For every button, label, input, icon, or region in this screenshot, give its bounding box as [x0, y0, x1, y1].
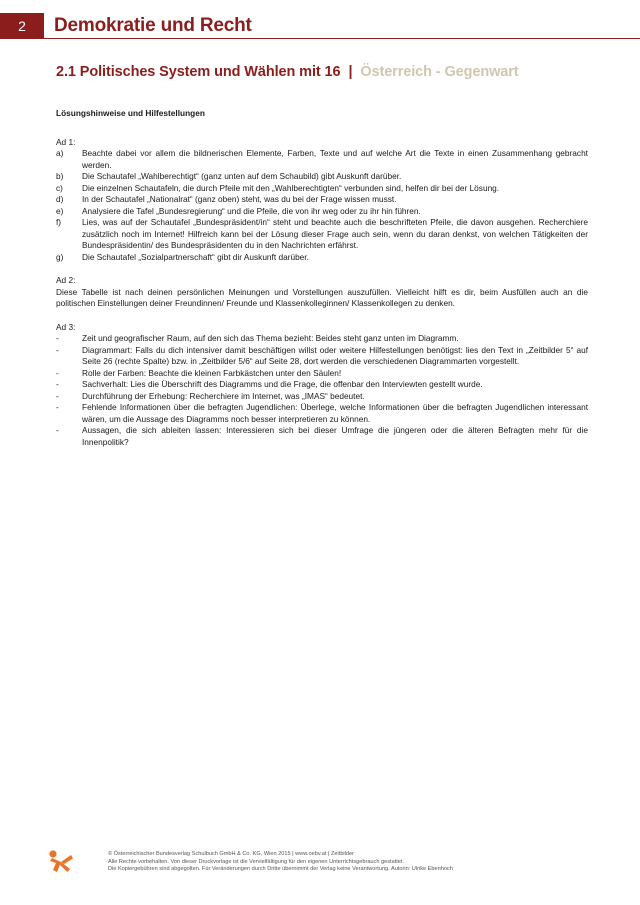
ad2-title: Ad 2: [56, 275, 76, 285]
list-marker: - [56, 333, 59, 343]
list-marker: - [56, 402, 59, 412]
oebv-logo-icon [48, 849, 74, 875]
list-item-text: Sachverhalt: Lies die Überschrift des Diagramms und die Frage, die offenbar den Interviewten gestellt wurde. [82, 379, 483, 389]
ad3-title: Ad 3: [56, 321, 76, 332]
list-marker: b) [56, 171, 64, 181]
section-title: Politisches System und Wählen mit 16 [79, 64, 341, 80]
list-marker: a) [56, 148, 64, 158]
list-item-text: Aussagen, die sich ableiten lassen: Interessieren sich bei dieser Umfrage die jüngeren oder die älteren Befragten mehr für die Innenpolitik? [82, 425, 588, 447]
list-item [56, 391, 588, 403]
list-marker: g) [56, 251, 64, 262]
list-item [56, 217, 588, 252]
list-item-text: Die Schautafel „Wahlberechtigt“ (ganz unten auf dem Schaubild) gibt Auskunft darüber. [82, 171, 402, 181]
main-content [56, 108, 588, 460]
footer-disclaimer: Die Kopiergebühren sind abgegolten. Für Veränderungen durch Dritte übernimmt der Verlag keine Verantwortung. Autorin: Ulrike Ebenhoch [108, 866, 453, 873]
list-item [56, 333, 588, 345]
page-number: 2 [0, 13, 44, 39]
list-item [56, 171, 588, 183]
list-item-text: Die einzelnen Schautafeln, die durch Pfeile mit den „Wahlberechtigten“ verbunden sind, helfen dir bei der Lösung. [82, 182, 500, 193]
list-marker: - [56, 390, 59, 401]
list-item [56, 425, 588, 448]
ad3-block [56, 322, 588, 449]
document-subtitle: Lösungshinweise und Hilfestellungen [56, 108, 205, 118]
ad3-list [56, 333, 588, 448]
footer [108, 851, 608, 874]
page-header [0, 13, 640, 39]
list-marker: - [56, 425, 59, 435]
chapter-title: Demokratie und Recht [54, 15, 252, 36]
header-divider [44, 38, 640, 39]
list-item-text: Beachte dabei vor allem die bildnerischen Elemente, Farben, Texte und auf welche Art die Texte in einen Zusammenhang gebracht werden. [82, 148, 588, 170]
list-marker: d) [56, 194, 64, 204]
list-marker: - [56, 367, 59, 378]
list-item-text: Fehlende Informationen über die befragten Jugendlichen: Überlege, welche Informationen über die befragten Jugendlichen interessant wären, um die Aussage des Diagramms noch besser interpretieren zu können. [82, 402, 588, 424]
list-item-text: Lies, was auf der Schautafel „Bundespräsident/in“ steht und beachte auch die beschrifteten Pfeile, die davon ausgehen. Recherchiere zusätzlich noch im Internet! Hilfreich kann bei der Lösung dieser Frage auch sein, wenn du daran denkst, von welchen Tätigkeiten der Bundespräsidentin/ des Bundespräsidenten du in den Nachrichten erfährst. [82, 217, 588, 250]
section-separator: | [348, 64, 353, 80]
list-marker: - [56, 344, 59, 355]
section-heading [56, 64, 519, 80]
ad1-block [56, 137, 588, 264]
list-item-text: Durchführung der Erhebung: Recherchiere im Internet, was „IMAS“ bedeutet. [82, 390, 365, 401]
list-item-text: In der Schautafel „Nationalrat“ (ganz oben) steht, was du bei der Frage wissen musst. [82, 194, 397, 204]
list-marker: c) [56, 182, 63, 193]
list-item [56, 148, 588, 171]
section-subtitle: Österreich - Gegenwart [360, 64, 519, 80]
list-marker: f) [56, 217, 62, 227]
list-item [56, 194, 588, 206]
list-item-text: Diagrammart: Falls du dich intensiver damit beschäftigen willst oder weitere Hilfestellungen benötigst: lies den Text in „Zeitbilder 5“ auf Seite 26 (rechte Spalte) bzw. in „Zeitbilder 5/6“ auf Seite 28, dort werden die verschiedenen Diagrammarten vorgestellt. [82, 344, 588, 366]
ad1-list [56, 148, 588, 263]
footer-rights: Alle Rechte vorbehalten. Von dieser Druckvorlage ist die Vervielfältigung für den eigenen Unterrichtsgebrauch gestattet. [108, 858, 405, 865]
list-item-text: Zeit und geografischer Raum, auf den sich das Thema bezieht: Beides steht ganz unten im Diagramm. [82, 333, 459, 343]
list-item-text: Rolle der Farben: Beachte die kleinen Farbkästchen unter den Säulen! [82, 367, 342, 378]
list-item [56, 368, 588, 380]
footer-copyright: © Österreichischer Bundesverlag Schulbuch GmbH & Co. KG, Wien 2015 | www.oebv.at | Zeitbilder [108, 851, 355, 857]
list-item [56, 379, 588, 391]
list-item-text: Analysiere die Tafel „Bundesregierung“ und die Pfeile, die von ihr weg oder zu ihr hin führen. [82, 205, 421, 216]
section-number: 2.1 [56, 64, 76, 80]
ad2-block [56, 275, 588, 310]
ad2-text: Diese Tabelle ist nach deinen persönlichen Meinungen und Vorstellungen auszufüllen. Vielleicht hilft es dir, beim Ausfüllen auch an die politischen Einstellungen deiner Freundinnen/ Freunde und Klassenkolleginnen/ Klassenkollegen zu denken. [56, 286, 588, 308]
list-item [56, 402, 588, 425]
list-marker: - [56, 379, 59, 389]
list-item-text: Die Schautafel „Sozialpartnerschaft“ gibt dir Auskunft darüber. [82, 251, 309, 262]
list-item [56, 252, 588, 264]
list-item [56, 206, 588, 218]
ad1-title: Ad 1: [56, 136, 76, 147]
list-marker: e) [56, 205, 64, 216]
list-item [56, 183, 588, 195]
list-item [56, 345, 588, 368]
